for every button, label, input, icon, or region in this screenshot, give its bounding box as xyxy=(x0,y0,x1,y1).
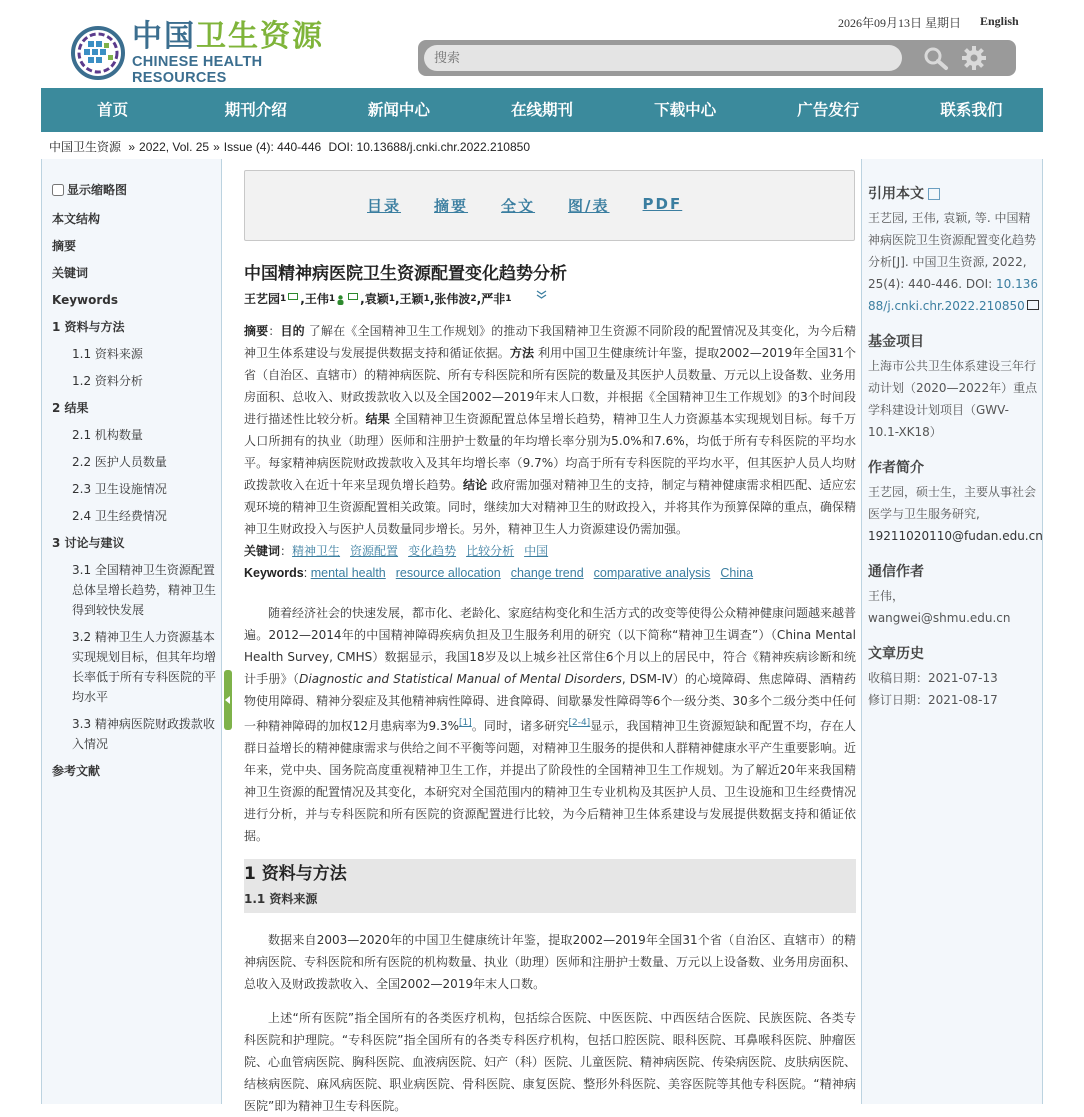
article-info-sidebar xyxy=(861,159,1043,1104)
data-source-paragraph: 数据来自2003—2020年的中国卫生健康统计年鉴，提取2002—2019年全国31个省（自治区、直辖市）的精神病医院、专科医院和所有医院的机构数量、执业（助理）医师和注册护士数量、万元以上设备数、业务用房面积、总收入及财政拨款收入、全国2002—2019年末人口数。 xyxy=(244,933,857,991)
keyword-link[interactable]: 资源配置 xyxy=(350,544,399,558)
abstract-label: 摘要 xyxy=(244,324,269,338)
cite-heading: 引用本文 xyxy=(868,183,1040,205)
article-content xyxy=(244,262,856,1117)
nav-advertising[interactable]: 广告发行 xyxy=(797,100,860,119)
abstract-section-label: 结论 xyxy=(462,478,488,492)
author-bio-heading: 作者简介 xyxy=(868,460,924,476)
search-icon[interactable] xyxy=(923,46,949,70)
keyword-link[interactable]: 精神卫生 xyxy=(292,544,341,558)
breadcrumb-journal[interactable]: 中国卫生资源 xyxy=(49,140,122,154)
tab-contents[interactable]: 目录 xyxy=(367,197,402,215)
history-heading: 文章历史 xyxy=(868,646,924,662)
keywords-cn: 关键词：精神卫生 资源配置 变化趋势 比较分析 中国 xyxy=(244,544,549,558)
keyword-link[interactable]: 中国 xyxy=(524,544,549,558)
author-separator: , xyxy=(394,292,400,306)
toc-item[interactable]: 2.4 卫生经费情况 xyxy=(72,509,167,523)
author-affiliation: 1 xyxy=(328,294,336,304)
author-list xyxy=(244,290,856,308)
tab-pdf[interactable]: PDF xyxy=(642,195,683,213)
search-input[interactable] xyxy=(424,45,902,71)
tab-figures-tables[interactable]: 图/表 xyxy=(568,197,610,215)
abstract-section-label: 结果 xyxy=(365,412,390,426)
nav-downloads[interactable]: 下载中心 xyxy=(654,100,717,119)
citation-text: 王艺园, 王伟, 袁颖, 等. 中国精神病医院卫生资源配置变化趋势分析[J]. 中国卫生资源, 2022, 25(4): 440-446. DOI: 10.13688/j.cnki.chr.2022.210850 xyxy=(868,211,1038,313)
author-name[interactable]: 袁颖 xyxy=(364,292,389,306)
author-affiliation: 1 xyxy=(280,294,287,304)
keyword-link[interactable]: change trend xyxy=(510,566,584,580)
author-separator: , xyxy=(360,292,365,306)
breadcrumb-issue[interactable]: Issue (4): 440-446 xyxy=(223,140,322,154)
corresponding-author-text: 王伟，wangwei@shmu.edu.cn xyxy=(868,589,1011,625)
subsection-title: 1.1 资料来源 xyxy=(244,892,318,906)
nav-home[interactable]: 首页 xyxy=(97,100,129,119)
toc-item[interactable]: 1.1 资料来源 xyxy=(72,347,143,361)
toc-item[interactable]: 2.3 卫生设施情况 xyxy=(72,482,167,496)
author-separator: , xyxy=(476,292,482,306)
nav-journal-intro[interactable]: 期刊介绍 xyxy=(224,100,287,119)
abstract: 摘要：目的 了解在《全国精神卫生工作规划》的推动下我国精神卫生资源不同阶段的配置情况及其变化，为今后精神卫生体系建设与发展提供数据支持和循证依据。方法 利用中国卫生健康统计年鉴，提取2002—2019年全国31个省（自治区、直辖市）的精神病医院、所有专科医院和所有医院的数量及其医护人员数量、万元以上设备数、业务用房面积、总收入、财政拨款收入以及全国2002—2019年末人口数，并根据《全国精神卫生工作规划》的3个时间段进行描述性比较分析。结果 全国精神卫生资源配置总体呈增长趋势，精神卫生人力资源基本实现规划目标。每千万人口所拥有的执业（助理）医师和注册护士数量的年均增长率分别为5.0%和7.6%，均低于所有专科医院的平均水平。每家精神病医院财政拨款收入及其年均增长率（9.7%）均高于所有专科医院的平均水平，但其医护人员人均财政拨款收入在近十年来呈现负增长趋势。结论 政府需加强对精神卫生的支持，制定与精神健康需求相匹配、适应宏观环境的精神卫生资源配置相关政策。同时，继续加大对精神卫生的财政投入，并将其作为预算保障的重点，确保精神卫生财政投入与医护人员数量同步增长。另外，精神卫生人力资源建设仍需加强。 xyxy=(244,324,857,536)
keyword-link[interactable]: mental health xyxy=(310,566,386,580)
toc-item[interactable]: 2 结果 xyxy=(52,401,89,415)
toc-item[interactable]: 关键词 xyxy=(52,266,89,280)
logo-english-name: CHINESE HEALTH RESOURCES xyxy=(132,54,263,86)
author-separator: , xyxy=(429,292,435,306)
keyword-link[interactable]: 比较分析 xyxy=(466,544,515,558)
author-affiliation: 2 xyxy=(470,294,477,304)
logo-chinese-name: 中国卫生资源 xyxy=(132,19,324,54)
toc-item[interactable]: 3.3 精神病医院财政拨款收入情况 xyxy=(72,717,215,751)
author-affiliation: 1 xyxy=(388,294,395,304)
main-nav xyxy=(41,88,1043,132)
toc-item[interactable]: 摘要 xyxy=(52,239,77,253)
breadcrumb-separator: » xyxy=(128,140,136,154)
author-affiliation: 1 xyxy=(505,294,512,304)
toc-item[interactable]: Keywords xyxy=(52,293,119,307)
author-affiliation: 1 xyxy=(423,294,430,304)
toc-item[interactable]: 2.1 机构数量 xyxy=(72,428,143,442)
section-title: 1 资料与方法 xyxy=(244,864,347,884)
toc-item[interactable]: 参考文献 xyxy=(52,764,101,778)
reference-link[interactable]: [2-4] xyxy=(568,718,591,728)
toc-item[interactable]: 3.2 精神卫生人力资源基本实现规划目标，但其年均增长率低于所有专科医院的平均水平 xyxy=(72,630,217,704)
keyword-link[interactable]: 变化趋势 xyxy=(408,544,457,558)
export-citation-icon[interactable] xyxy=(928,188,940,200)
keyword-link[interactable]: China xyxy=(720,566,754,580)
show-thumbnail-checkbox[interactable] xyxy=(52,184,64,196)
author-separator: , xyxy=(300,292,305,306)
abstract-section-label: 目的 xyxy=(280,324,305,338)
breadcrumb xyxy=(49,138,534,155)
fund-text: 上海市公共卫生体系建设三年行动计划（2020—2022年）重点学科建设计划项目（GWV-10.1-XK18） xyxy=(868,359,1038,439)
search-bar xyxy=(418,40,1016,76)
introduction-paragraph: 随着经济社会的快速发展，都市化、老龄化、家庭结构变化和生活方式的改变等使得公众精神健康问题越来越普遍。2012—2014年的中国精神障碍疾病负担及卫生服务利用的研究（以下简称“精神卫生调查”）（China Mental Health Survey, CMHS）数据显示，我国18岁及以上城乡社区常住6个月以上的居民中，符合《精神疾病诊断和统计手册》（Diagnostic and Statistical Manual of Mental Disorders, DSM-Ⅳ）的心境障碍、焦虑障碍、酒精药物使用障碍、精神分裂症及其他精神病性障碍、进食障碍、间歇暴发性障碍等6个一级分类、30多个二级分类中任何一种精神障碍的加权12月患病率为9.3%[1]。同时，诸多研究[2-4]显示，我国精神卫生资源短缺和配置不均，存在人群日益增长的精神健康需求与供给之间不平衡等问题，对精神卫生服务的提供和人群精神健康水平产生重要影响。近年来，党中央、国务院高度重视精神卫生工作，并提出了阶段性的全国精神卫生工作规划。为了解近20年来我国精神卫生资源的配置情况及其变化，本研究对全国范围内的精神卫生专业机构及其医护人员、卫生设施和卫生经费情况进行分析，并与专科医院和所有医院的资源配置进行比较，为今后精神卫生体系建设与发展提供数据支持和循证依据。 xyxy=(244,606,857,843)
author-name[interactable]: 张伟波 xyxy=(434,292,471,306)
keywords-label: 关键词 xyxy=(244,544,281,558)
chevron-down-icon[interactable] xyxy=(536,287,547,305)
nav-online-journal[interactable]: 在线期刊 xyxy=(510,100,573,119)
logo-emblem-icon xyxy=(70,25,126,81)
breadcrumb-separator: » xyxy=(213,140,220,154)
author-bio-text: 王艺园，硕士生，主要从事社会医学与卫生服务研究, xyxy=(868,485,1037,521)
abstract-section-label: 方法 xyxy=(509,346,535,360)
revised-date: 修订日期：2021-08-17 xyxy=(868,693,998,707)
show-thumbnail-label: 显示缩略图 xyxy=(67,183,128,197)
tab-fulltext[interactable]: 全文 xyxy=(501,197,536,215)
gear-icon[interactable] xyxy=(961,45,987,71)
toc-item[interactable]: 本文结构 xyxy=(52,212,101,226)
current-date: 2026年09月13日 星期日 xyxy=(838,16,962,30)
email-icon[interactable] xyxy=(288,293,298,300)
author-name[interactable]: 王艺园 xyxy=(244,292,281,306)
keyword-link[interactable]: comparative analysis xyxy=(593,566,711,580)
author-name[interactable]: 王伟 xyxy=(304,292,329,306)
corresponding-author-heading: 通信作者 xyxy=(868,564,924,580)
breadcrumb-doi: DOI: 10.13688/j.cnki.chr.2022.210850 xyxy=(328,140,531,154)
abstract-section-text: 政府需加强对精神卫生的支持，制定与精神健康需求相匹配、适应宏观环境的精神卫生资源配置相关政策。同时，继续加大对精神卫生的财政投入，并将其作为预算保障的重点，确保精神卫生财政投入与医护人员数量同步增长。另外，精神卫生人力资源建设仍需加强。 xyxy=(244,478,857,536)
site-logo[interactable] xyxy=(70,19,340,86)
collapse-sidebar-handle[interactable] xyxy=(224,670,232,730)
toc-item[interactable]: 1 资料与方法 xyxy=(52,320,125,334)
toc-item[interactable]: 3.1 全国精神卫生资源配置总体呈增长趋势，精神卫生得到较快发展 xyxy=(72,563,217,617)
doi-link[interactable]: 10.13688/j.cnki.chr.2022.210850 xyxy=(868,277,1038,313)
site-header xyxy=(0,0,1084,88)
show-thumbnail-toggle[interactable] xyxy=(52,181,217,198)
email-icon[interactable] xyxy=(348,293,358,300)
article-title: 中国精神病医院卫生资源配置变化趋势分析 xyxy=(244,264,567,284)
definition-paragraph: 上述“所有医院”指全国所有的各类医疗机构，包括综合医院、中医医院、中西医结合医院、民族医院、各类专科医院和护理院。“专科医院”指全国所有的各类专科医疗机构，包括口腔医院、眼科医院、耳鼻喉科医院、肿瘤医院、心血管病医院、胸科医院、血液病医院、妇产（科）医院、儿童医院、精神病医院、传染病医院、皮肤病医院、结核病医院、麻风病医院、职业病医院、骨科医院、康复医院、整形外科医院、美容医院等其他专科医院。“精神病医院”即为精神卫生专科医院。 xyxy=(244,1011,857,1113)
toc-item[interactable]: 3 讨论与建议 xyxy=(52,536,125,550)
received-date: 收稿日期：2021-07-13 xyxy=(868,671,998,685)
abstract-section-text: 利用中国卫生健康统计年鉴，提取2002—2019年全国31个省（自治区、直辖市）的精神病医院、所有专科医院和所有医院的数量及其医护人员数量、万元以上设备数、业务用房面积、总收入、财政拨款收入以及全国2002—2019年末人口数，并根据《全国精神卫生工作规划》的3个时间段进行描述性比较分析。 xyxy=(244,346,857,426)
toc-item[interactable]: 2.2 医护人员数量 xyxy=(72,455,167,469)
keywords-label: Keywords xyxy=(244,566,304,580)
article-tabs-box xyxy=(244,170,855,241)
author-name[interactable]: 严非 xyxy=(481,292,506,306)
author-email[interactable]: 19211020110@fudan.edu.cn xyxy=(868,529,1043,543)
english-language-link[interactable]: English xyxy=(980,14,1019,28)
table-of-contents-panel xyxy=(41,159,222,1104)
keywords-en: Keywords: mental health resource allocation change trend comparative analysis China xyxy=(244,566,754,580)
reference-link[interactable]: [1] xyxy=(458,718,472,728)
copy-icon[interactable] xyxy=(1027,300,1039,310)
abstract-section-text: 了解在《全国精神卫生工作规划》的推动下我国精神卫生资源不同阶段的配置情况及其变化，为今后精神卫生体系建设与发展提供数据支持和循证依据。 xyxy=(244,324,856,360)
section-header xyxy=(244,859,856,913)
toc-item[interactable]: 1.2 资料分析 xyxy=(72,374,143,388)
nav-news[interactable]: 新闻中心 xyxy=(367,100,430,119)
author-name[interactable]: 王颖 xyxy=(399,292,424,306)
breadcrumb-volume[interactable]: 2022, Vol. 25 xyxy=(139,140,210,154)
corresponding-author-icon xyxy=(337,292,344,302)
tab-abstract[interactable]: 摘要 xyxy=(434,197,469,215)
keyword-link[interactable]: resource allocation xyxy=(395,566,501,580)
abstract-section-text: 全国精神卫生资源配置总体呈增长趋势，精神卫生人力资源基本实现规划目标。每千万人口所拥有的执业（助理）医师和注册护士数量的年均增长率分别为5.0%和7.6%，均低于所有专科医院的平均水平。每家精神病医院财政拨款收入及其年均增长率（9.7%）均高于所有专科医院的平均水平，但其医护人员人均财政拨款收入在近十年来呈现负增长趋势。 xyxy=(244,412,856,492)
nav-contact[interactable]: 联系我们 xyxy=(940,100,1003,119)
fund-heading: 基金项目 xyxy=(868,334,924,350)
